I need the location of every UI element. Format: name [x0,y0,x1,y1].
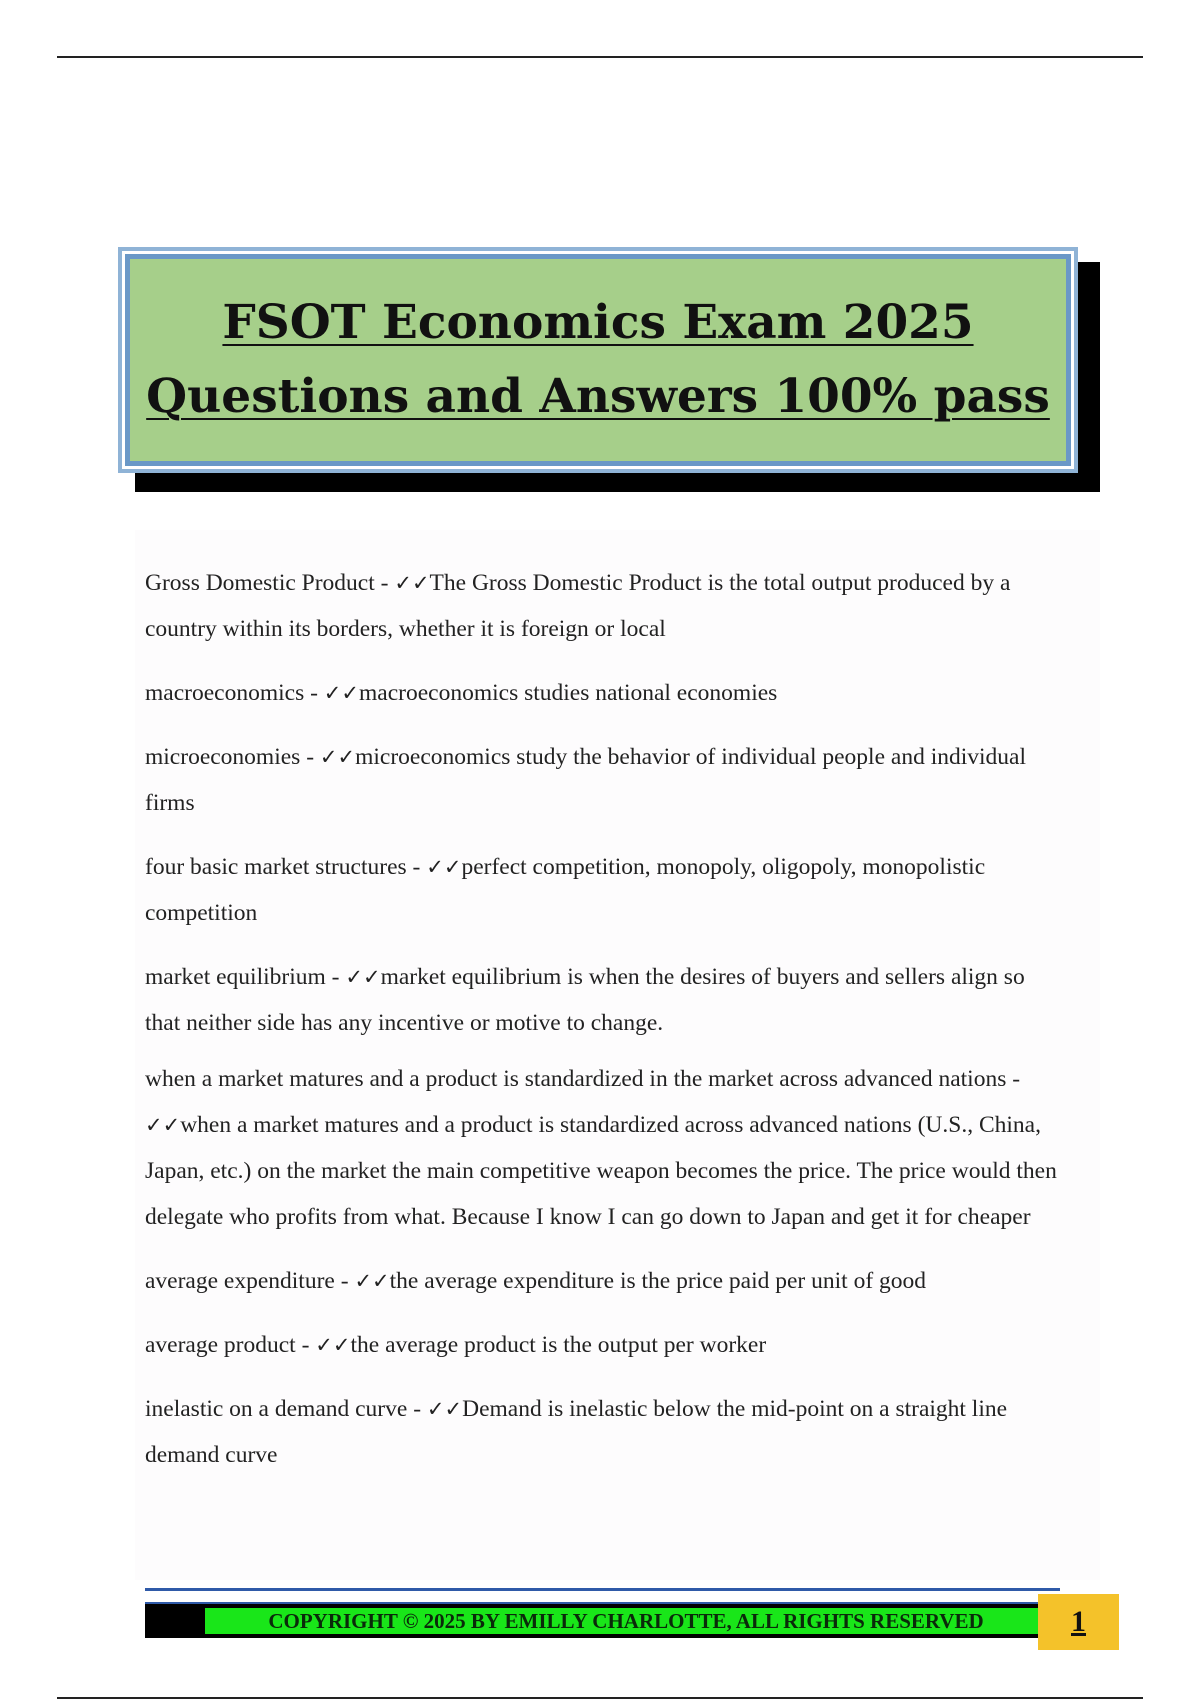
qa-separator: - [304,680,324,706]
qa-item [145,734,1065,826]
double-check-icon: ✓✓ [394,571,430,595]
qa-term: Gross Domestic Product [145,570,375,596]
double-check-icon: ✓✓ [354,1269,390,1293]
double-check-icon: ✓✓ [315,1333,351,1357]
qa-answer: the average expenditure is the price paid per unit of good [389,1268,927,1294]
document-title-line-1: FSOT Economics Exam 2025 [222,295,974,351]
footer-rule [145,1588,1060,1591]
qa-separator: - [334,1268,355,1294]
qa-answer: macroeconomics studies national economies [359,680,778,706]
qa-term: four basic market structures [145,854,407,880]
qa-term: macroeconomics [145,680,305,706]
double-check-icon: ✓✓ [319,745,356,769]
qa-answer: microeconomics study the behavior of individual people and individual firms [145,744,1026,816]
qa-item [145,560,1065,652]
qa-separator: - [300,744,320,770]
double-check-icon: ✓✓ [145,1113,181,1137]
qa-separator: - [374,570,395,596]
qa-separator: - [407,1396,427,1422]
document-title-line-2: Questions and Answers 100% pass [146,369,1050,424]
qa-answer: The Gross Domestic Product is the total output produced by a country within its borders, whether it is foreign or local [145,570,1011,642]
top-rule [57,56,1143,58]
page-number: 1 [1038,1594,1119,1650]
qa-answer: when a market matures and a product is standardized across advanced nations (U.S., China, Japan, etc.) on the market the main competitive weapon becomes the price. The price would then delegate who profits from what. Because I know I can go down to Japan and get it for cheaper [145,1112,1057,1230]
qa-item [145,954,1065,1046]
qa-item [145,1322,1065,1368]
qa-separator: - [1006,1066,1021,1092]
qa-item [145,1386,1065,1478]
qa-separator: - [406,854,427,880]
double-check-icon: ✓✓ [426,855,462,879]
qa-answer: perfect competition, monopoly, oligopoly, monopolistic competition [145,854,986,926]
qa-item [145,1258,1065,1304]
qa-item [145,1056,1065,1240]
title-box-inner [125,254,1071,466]
qa-item [145,844,1065,936]
qa-answer: market equilibrium is when the desires of buyers and sellers align so that neither side has any incentive or motive to change. [145,964,1025,1036]
qa-answer: the average product is the output per worker [350,1332,767,1358]
double-check-icon: ✓✓ [345,965,381,989]
footer-bar [145,1602,1060,1638]
qa-term: inelastic on a demand curve [145,1396,408,1422]
qa-term: average expenditure [145,1268,335,1294]
double-check-icon: ✓✓ [426,1397,463,1421]
qa-item [145,670,1065,716]
qa-separator: - [295,1332,316,1358]
qa-term: average product [145,1332,296,1358]
qa-list [145,560,1065,1496]
qa-term: when a market matures and a product is standardized in the market across advanced nations [145,1066,1007,1092]
qa-term: microeconomies [145,744,301,770]
qa-separator: - [325,964,346,990]
qa-answer: Demand is inelastic below the mid-point on a straight line demand curve [145,1396,1008,1468]
qa-term: market equilibrium [145,964,326,990]
title-box [118,247,1078,473]
bottom-rule [57,1697,1143,1699]
copyright-notice: COPYRIGHT © 2025 BY EMILLY CHARLOTTE, ALL RIGHTS RESERVED [205,1608,1047,1634]
double-check-icon: ✓✓ [323,681,359,705]
